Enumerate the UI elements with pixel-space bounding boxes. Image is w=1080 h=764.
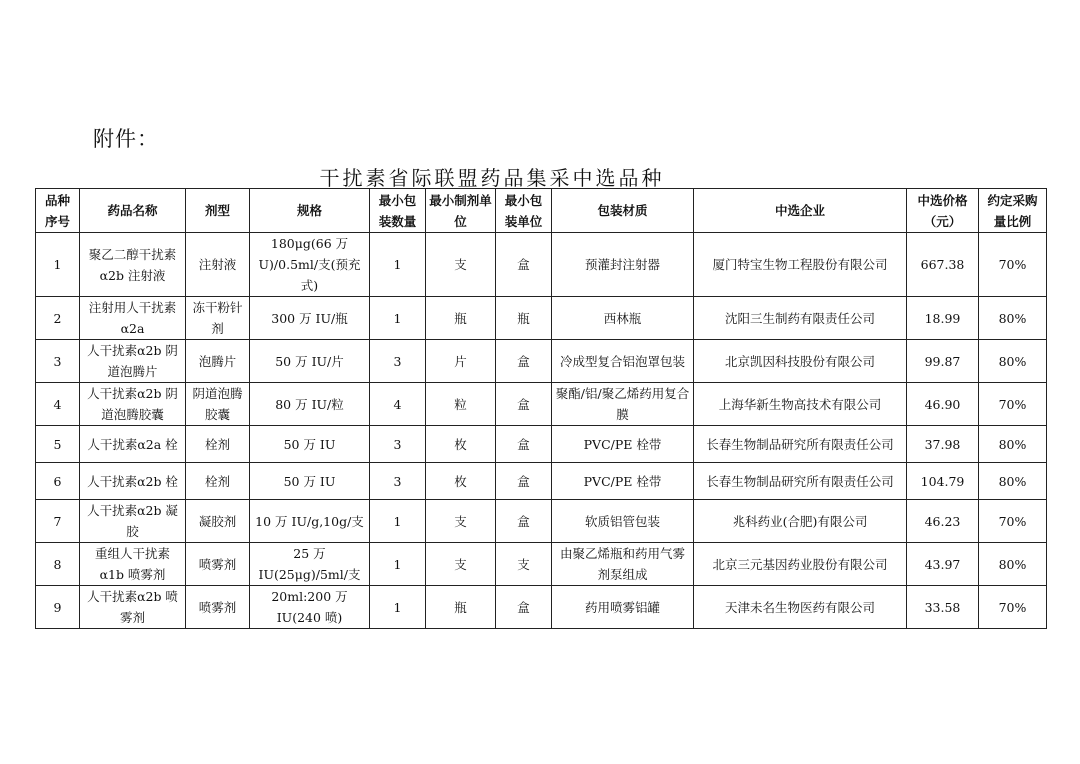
table-cell: 80% (979, 543, 1047, 586)
table-cell: 聚乙二醇干扰素α2b 注射液 (80, 233, 186, 297)
table-cell: 人干扰素α2b 阴道泡腾胶囊 (80, 383, 186, 426)
table-cell: 1 (370, 297, 426, 340)
table-cell: 7 (36, 500, 80, 543)
table-cell: 37.98 (907, 426, 979, 463)
table-cell: 支 (426, 233, 496, 297)
table-cell: 粒 (426, 383, 496, 426)
header-cell: 最小包装数量 (370, 189, 426, 233)
table-cell: 兆科药业(合肥)有限公司 (694, 500, 907, 543)
table-row (36, 500, 1047, 543)
table-cell: 厦门特宝生物工程股份有限公司 (694, 233, 907, 297)
table-row (36, 543, 1047, 586)
table-cell: 70% (979, 233, 1047, 297)
table-cell: 瓶 (426, 297, 496, 340)
header-cell: 中选企业 (694, 189, 907, 233)
table-cell: 2 (36, 297, 80, 340)
table-cell: 人干扰素α2b 喷雾剂 (80, 586, 186, 629)
table-cell: 盒 (496, 586, 552, 629)
header-cell: 约定采购量比例 (979, 189, 1047, 233)
table-cell: 注射用人干扰素α2a (80, 297, 186, 340)
header-cell: 规格 (250, 189, 370, 233)
table-cell: 1 (370, 233, 426, 297)
table-cell: 凝胶剂 (186, 500, 250, 543)
table-cell: 预灌封注射器 (552, 233, 694, 297)
table-cell: 重组人干扰素α1b 喷雾剂 (80, 543, 186, 586)
table-cell: 6 (36, 463, 80, 500)
table-cell: 1 (370, 543, 426, 586)
table-cell: 冻干粉针剂 (186, 297, 250, 340)
table-cell: 西林瓶 (552, 297, 694, 340)
table-cell: 人干扰素α2b 阴道泡腾片 (80, 340, 186, 383)
table-cell: 药用喷雾铝罐 (552, 586, 694, 629)
table-cell: 1 (370, 500, 426, 543)
table-cell: 25 万 IU(25μg)/5ml/支 (250, 543, 370, 586)
table-cell: 盒 (496, 383, 552, 426)
table-cell: 4 (370, 383, 426, 426)
table-cell: 栓剂 (186, 463, 250, 500)
table-cell: 沈阳三生制药有限责任公司 (694, 297, 907, 340)
table-row (36, 233, 1047, 297)
table-cell: 70% (979, 383, 1047, 426)
table-cell: PVC/PE 栓带 (552, 426, 694, 463)
table-row (36, 297, 1047, 340)
table-cell: 46.90 (907, 383, 979, 426)
table-cell: 喷雾剂 (186, 543, 250, 586)
table-cell: 泡腾片 (186, 340, 250, 383)
table-cell: 片 (426, 340, 496, 383)
table-cell: 80% (979, 463, 1047, 500)
table-cell: 50 万 IU (250, 426, 370, 463)
table-cell: PVC/PE 栓带 (552, 463, 694, 500)
table-cell: 盒 (496, 426, 552, 463)
table-cell: 46.23 (907, 500, 979, 543)
table-row (36, 463, 1047, 500)
table-cell: 瓶 (496, 297, 552, 340)
table-cell: 80 万 IU/粒 (250, 383, 370, 426)
table-cell: 180μg(66 万 U)/0.5ml/支(预充式) (250, 233, 370, 297)
table-cell: 33.58 (907, 586, 979, 629)
table-cell: 3 (370, 340, 426, 383)
header-cell: 中选价格（元） (907, 189, 979, 233)
table-cell: 104.79 (907, 463, 979, 500)
table-cell: 北京三元基因药业股份有限公司 (694, 543, 907, 586)
table-cell: 3 (370, 463, 426, 500)
table-row (36, 586, 1047, 629)
table-cell: 99.87 (907, 340, 979, 383)
table-cell: 盒 (496, 500, 552, 543)
attachment-label: 附件： (93, 127, 159, 151)
table-cell: 9 (36, 586, 80, 629)
table-cell: 1 (370, 586, 426, 629)
header-cell: 最小包装单位 (496, 189, 552, 233)
table-cell: 人干扰素α2a 栓 (80, 426, 186, 463)
header-row (36, 189, 1047, 233)
procurement-table (35, 188, 1047, 629)
header-cell: 药品名称 (80, 189, 186, 233)
table-cell: 北京凯因科技股份有限公司 (694, 340, 907, 383)
table-cell: 栓剂 (186, 426, 250, 463)
header-cell: 剂型 (186, 189, 250, 233)
table-cell: 3 (36, 340, 80, 383)
table-cell: 软质铝管包装 (552, 500, 694, 543)
table-cell: 18.99 (907, 297, 979, 340)
table-cell: 支 (426, 500, 496, 543)
table-cell: 80% (979, 297, 1047, 340)
table-cell: 5 (36, 426, 80, 463)
table-cell: 上海华新生物高技术有限公司 (694, 383, 907, 426)
table-cell: 70% (979, 500, 1047, 543)
table-cell: 长春生物制品研究所有限责任公司 (694, 463, 907, 500)
table-cell: 喷雾剂 (186, 586, 250, 629)
table-cell: 聚酯/铝/聚乙烯药用复合膜 (552, 383, 694, 426)
table-cell: 70% (979, 586, 1047, 629)
header-cell: 最小制剂单位 (426, 189, 496, 233)
table-cell: 盒 (496, 340, 552, 383)
table-cell: 人干扰素α2b 栓 (80, 463, 186, 500)
table-cell: 冷成型复合铝泡罩包装 (552, 340, 694, 383)
table-cell: 支 (496, 543, 552, 586)
table-cell: 盒 (496, 463, 552, 500)
table-cell: 天津未名生物医药有限公司 (694, 586, 907, 629)
table-row (36, 383, 1047, 426)
table-cell: 支 (426, 543, 496, 586)
table-cell: 人干扰素α2b 凝胶 (80, 500, 186, 543)
table-cell: 300 万 IU/瓶 (250, 297, 370, 340)
table-cell: 枚 (426, 463, 496, 500)
header-cell: 包装材质 (552, 189, 694, 233)
header-cell: 品种序号 (36, 189, 80, 233)
table-cell: 4 (36, 383, 80, 426)
table-cell: 8 (36, 543, 80, 586)
table-cell: 43.97 (907, 543, 979, 586)
table-cell: 667.38 (907, 233, 979, 297)
table-cell: 1 (36, 233, 80, 297)
table-row (36, 340, 1047, 383)
table-cell: 瓶 (426, 586, 496, 629)
table-cell: 注射液 (186, 233, 250, 297)
table-cell: 由聚乙烯瓶和药用气雾剂泵组成 (552, 543, 694, 586)
table-cell: 长春生物制品研究所有限责任公司 (694, 426, 907, 463)
table-cell: 10 万 IU/g,10g/支 (250, 500, 370, 543)
table-cell: 50 万 IU (250, 463, 370, 500)
table-row (36, 426, 1047, 463)
table-cell: 50 万 IU/片 (250, 340, 370, 383)
table-cell: 盒 (496, 233, 552, 297)
table-cell: 阴道泡腾胶囊 (186, 383, 250, 426)
document-title (0, 162, 1080, 191)
table-cell: 80% (979, 340, 1047, 383)
table-cell: 3 (370, 426, 426, 463)
table-cell: 枚 (426, 426, 496, 463)
table-cell: 80% (979, 426, 1047, 463)
document-title-text: 干扰素省际联盟药品集采中选品种 (319, 166, 665, 190)
table-cell: 20ml:200 万 IU(240 喷) (250, 586, 370, 629)
